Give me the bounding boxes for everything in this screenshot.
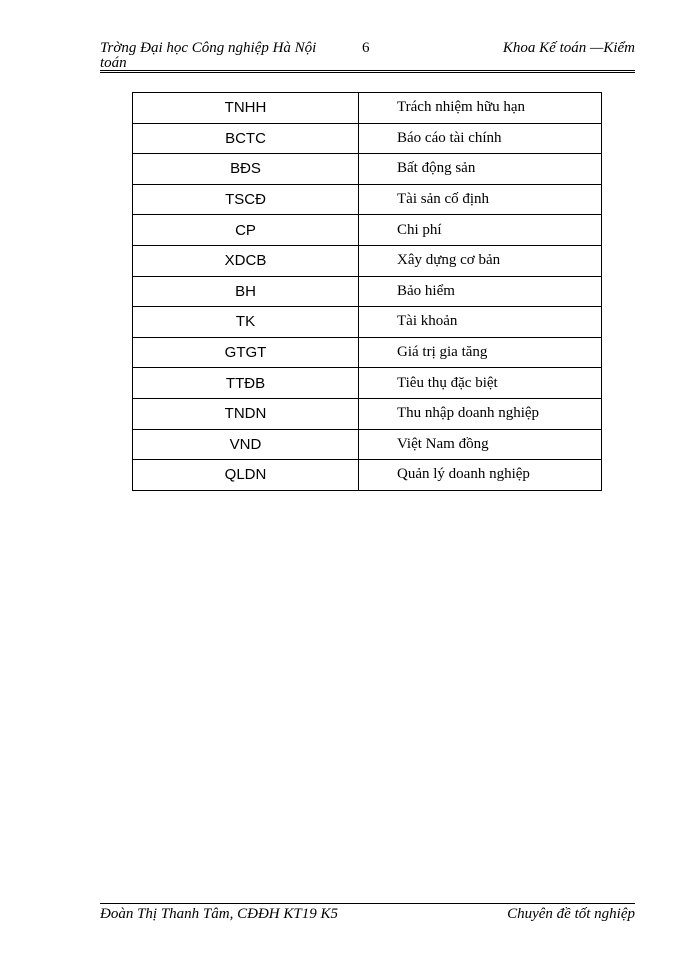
table-row bbox=[133, 276, 602, 307]
abbreviation-cell: TK bbox=[133, 307, 359, 338]
table-row bbox=[133, 123, 602, 154]
abbreviation-cell: CP bbox=[133, 215, 359, 246]
meaning-cell: Tài sản cố định bbox=[359, 184, 602, 215]
footer-document-title: Chuyên đề tốt nghiệp bbox=[507, 906, 635, 922]
table-row bbox=[133, 245, 602, 276]
abbreviation-cell: TSCĐ bbox=[133, 184, 359, 215]
header-divider bbox=[100, 70, 635, 73]
meaning-cell: Tài khoản bbox=[359, 307, 602, 338]
table-row bbox=[133, 429, 602, 460]
table-row bbox=[133, 215, 602, 246]
abbreviation-cell: BH bbox=[133, 276, 359, 307]
table-row bbox=[133, 307, 602, 338]
meaning-cell: Giá trị gia tăng bbox=[359, 337, 602, 368]
meaning-cell: Chi phí bbox=[359, 215, 602, 246]
table-row bbox=[133, 184, 602, 215]
abbreviation-cell: TNHH bbox=[133, 93, 359, 124]
footer-author: Đoàn Thị Thanh Tâm, CĐĐH KT19 K5 bbox=[100, 906, 338, 922]
meaning-cell: Trách nhiệm hữu hạn bbox=[359, 93, 602, 124]
table-row bbox=[133, 337, 602, 368]
meaning-cell: Báo cáo tài chính bbox=[359, 123, 602, 154]
header-faculty: Khoa Kế toán —Kiểm bbox=[502, 40, 635, 56]
meaning-cell: Thu nhập doanh nghiệp bbox=[359, 398, 602, 429]
abbreviation-cell: VND bbox=[133, 429, 359, 460]
page-header bbox=[100, 40, 635, 74]
abbreviation-cell: TTĐB bbox=[133, 368, 359, 399]
table-row bbox=[133, 154, 602, 185]
abbreviation-cell: BĐS bbox=[133, 154, 359, 185]
table-row bbox=[133, 398, 602, 429]
header-faculty-continued: toán bbox=[100, 55, 127, 71]
header-school-name: Trờng Đại học Công nghiệp Hà Nội bbox=[100, 40, 317, 56]
meaning-cell: Tiêu thụ đặc biệt bbox=[359, 368, 602, 399]
meaning-cell: Việt Nam đồng bbox=[359, 429, 602, 460]
abbreviation-cell: QLDN bbox=[133, 460, 359, 491]
header-page-number: 6 bbox=[362, 40, 370, 56]
table-row bbox=[133, 460, 602, 491]
footer-divider bbox=[100, 903, 635, 904]
meaning-cell: Quản lý doanh nghiệp bbox=[359, 460, 602, 491]
abbreviation-cell: GTGT bbox=[133, 337, 359, 368]
meaning-cell: Bất động sản bbox=[359, 154, 602, 185]
table-row bbox=[133, 368, 602, 399]
abbreviation-cell: XDCB bbox=[133, 245, 359, 276]
abbreviation-cell: BCTC bbox=[133, 123, 359, 154]
abbreviations-table bbox=[132, 92, 602, 491]
meaning-cell: Xây dựng cơ bản bbox=[359, 245, 602, 276]
page-footer bbox=[100, 906, 635, 922]
table-row bbox=[133, 93, 602, 124]
abbreviation-cell: TNDN bbox=[133, 398, 359, 429]
meaning-cell: Bảo hiểm bbox=[359, 276, 602, 307]
